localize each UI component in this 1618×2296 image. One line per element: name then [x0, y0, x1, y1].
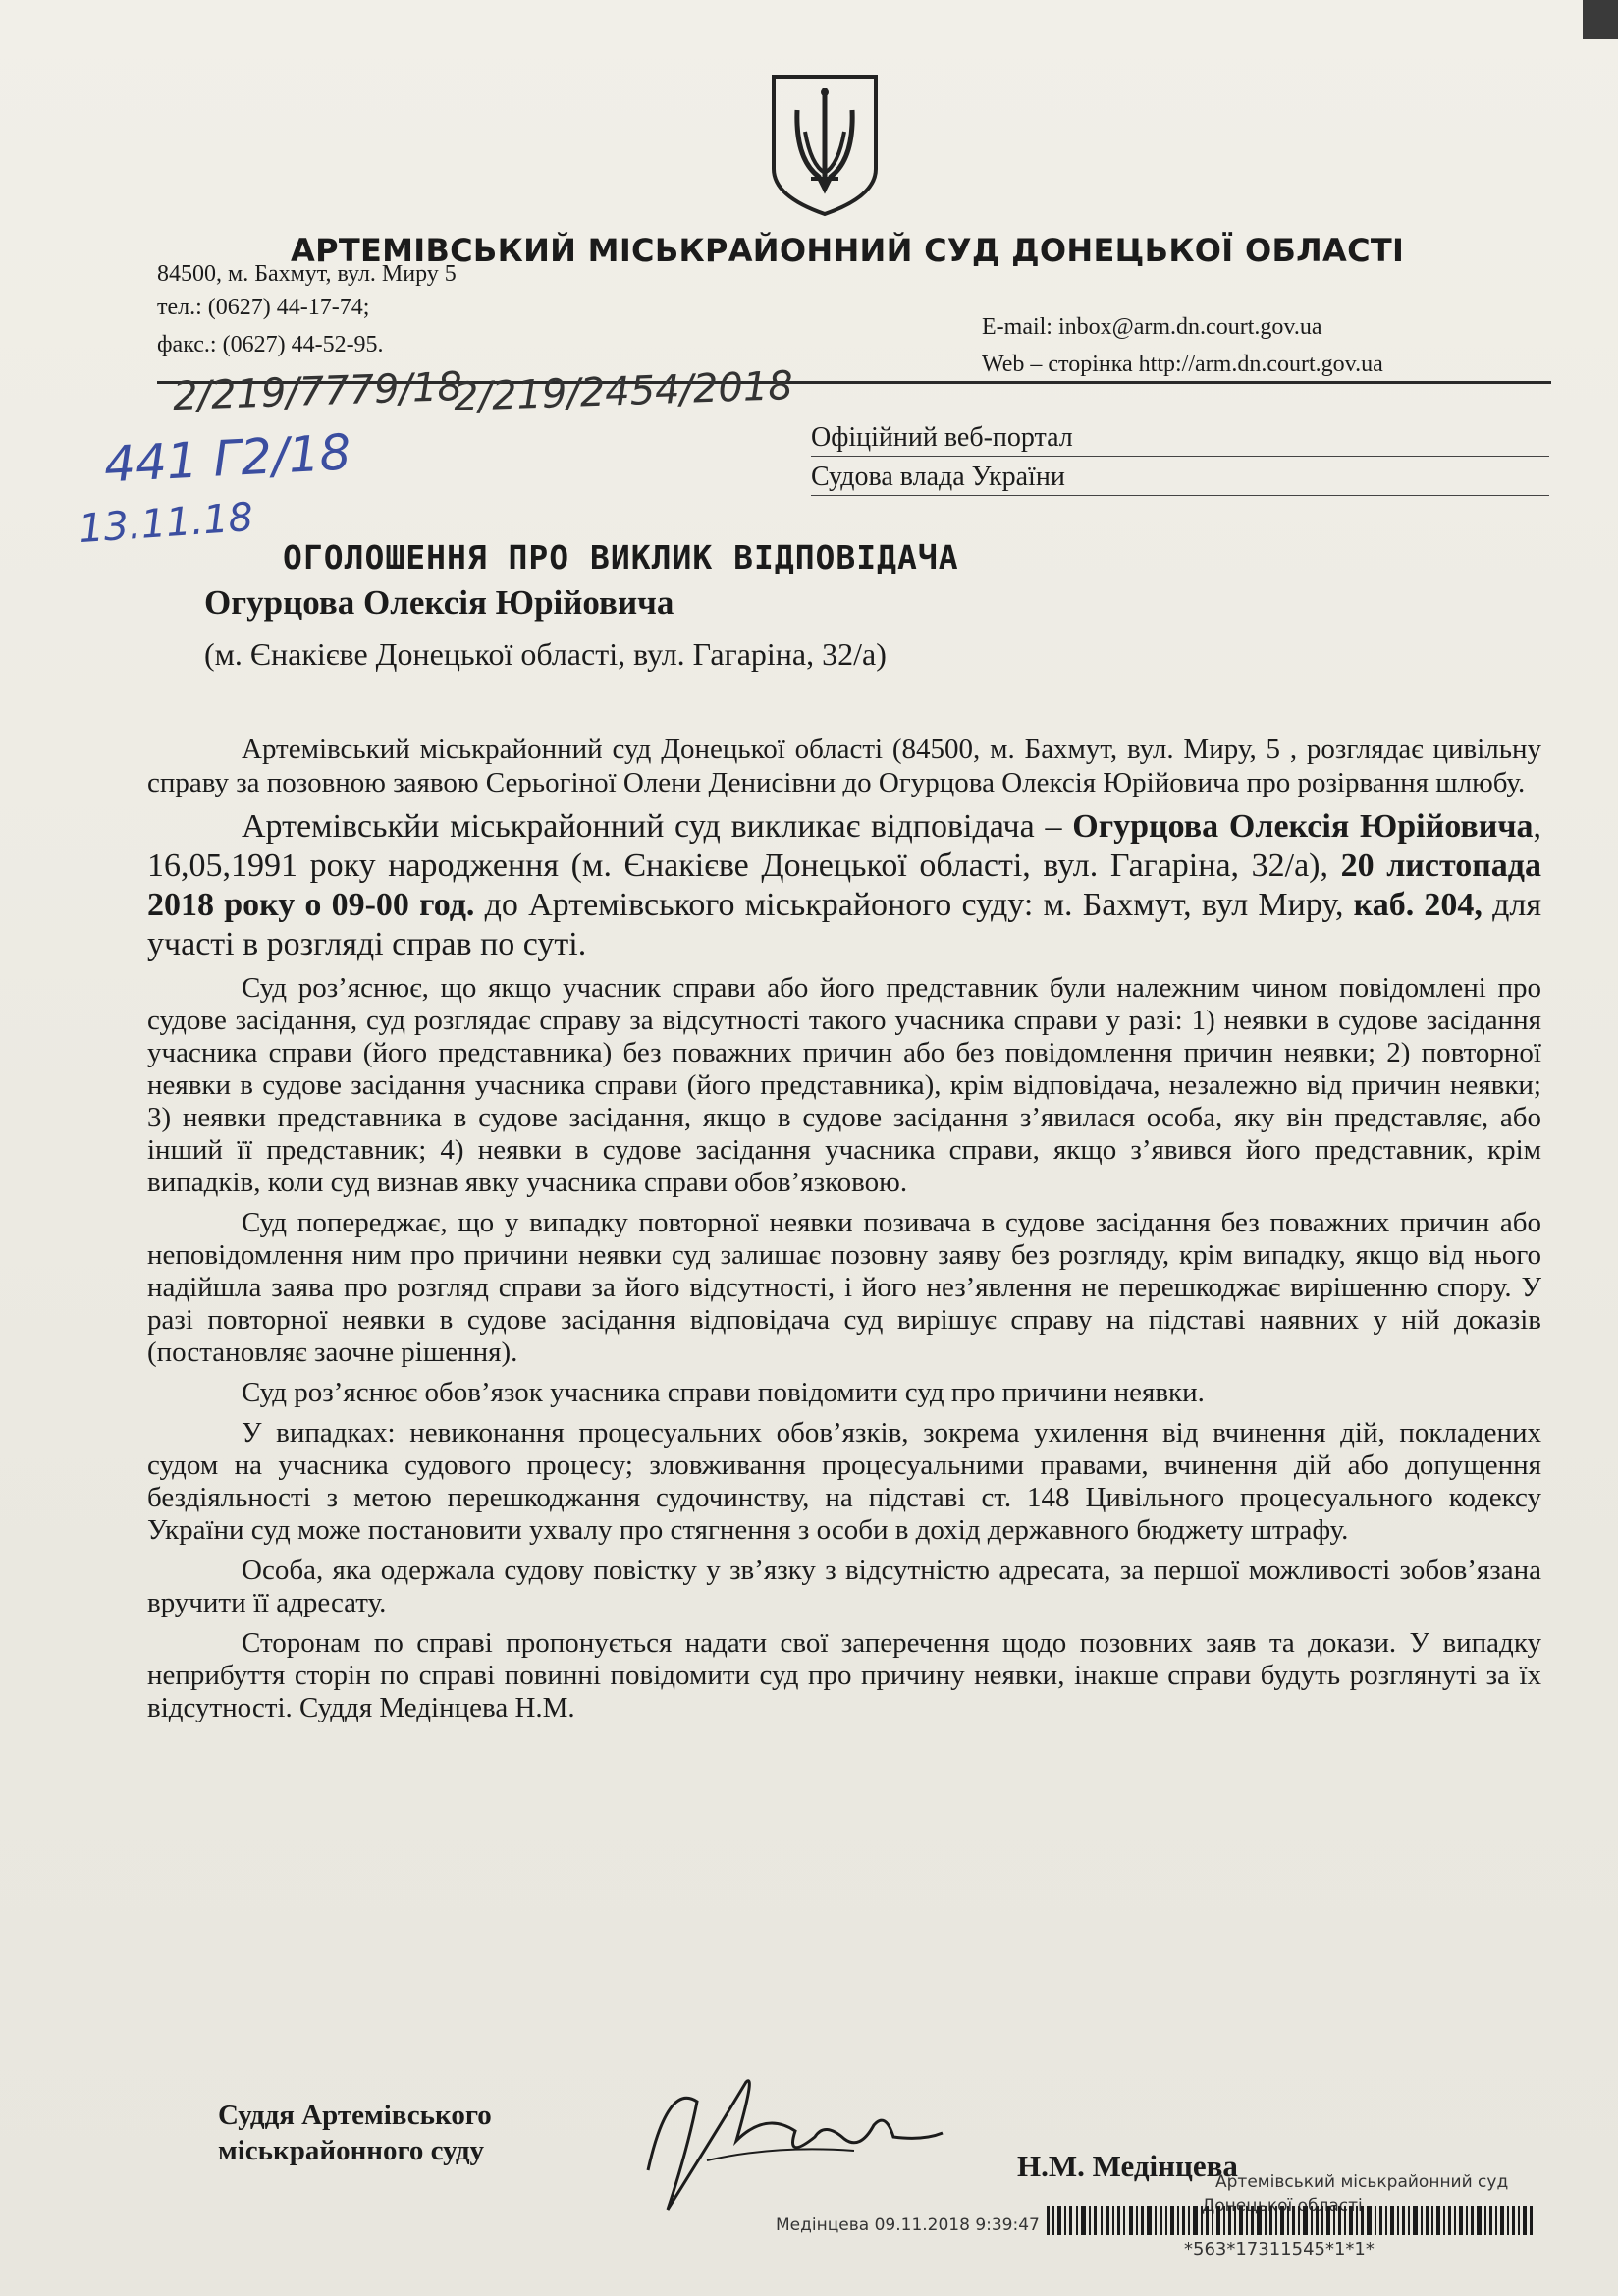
- portal-line-2: Судова влада України: [811, 462, 1549, 496]
- notice-body: [147, 733, 1541, 1724]
- handwritten-date: 13.11.18: [77, 494, 255, 553]
- handwritten-incoming-number: 441 Г2/18: [102, 423, 352, 494]
- paragraph-absence-rules: Суд роз’яснює, що якщо учасник справи або його представник були належним чином повідомлені про судове засідання, суд розглядає справу за відсутності такого учасника справи у разі: 1) неявки в судове засідання учасника справи (його представника) без поважних причин або без повідомлення причин неявки; 2) повторної неявки в судове засідання учасника справи (його представника), крім відповідача, незалежно від причин неявки; 3) неявки представника в судове засідання, якщо в судове засідання з’явилася особа, яку він представляє, або інший її представник; 4) неявки в судове засідання учасника справи, якщо з’явився його представник, крім випадків, коли суд визнав явку учасника справи обов’язковою.: [147, 972, 1541, 1198]
- handwritten-ref-1: 2/219/7779/18: [172, 363, 463, 420]
- paragraph-summons-delivery: Особа, яка одержала судову повістку у зв’язку з відсутністю адресата, за першої можливості зобов’язана вручити її адресату.: [147, 1555, 1541, 1618]
- paragraph-summons: Артемівськйи міськрайонний суд викликає відповідача – Огурцова Олексія Юрійовича, 16,05,1991 року народження (м. Єнакієве Донецької області, вул. Гагаріна, 32/а), 20 листопада 2018 року о 09-00 год. до Артемівського міськрайоного суду: м. Бахмут, вул Миру, каб. 204, для участі в розгляді справ по суті.: [147, 808, 1542, 962]
- stamp-court: Артемівський міськрайонний суд: [1215, 2172, 1509, 2192]
- defendant-name: Огурцова Олексія Юрійовича: [204, 583, 674, 622]
- paragraph-fines: У випадках: невиконання процесуальних обов’язків, зокрема ухилення від вчинення дій, покладених судом на учасника судового процесу; зловживання процесуальними правами, вчинення дій або допущення бездіяльності з метою перешкоджання судочинству, на підставі ст. 148 Цивільного процесуального кодексу України суд може постановити ухвалу про стягнення з особи в дохід державного бюджету штрафу.: [147, 1417, 1541, 1546]
- summons-datetime: 20 листопада 2018 року о 09-00 год.: [147, 847, 1541, 923]
- handwritten-ref-2: 2/219/2454/2018: [453, 362, 794, 421]
- trident-emblem-icon: [768, 71, 882, 218]
- handwritten-signature: [628, 2043, 952, 2229]
- notice-heading: ОГОЛОШЕННЯ ПРО ВИКЛИК ВІДПОВІДАЧА: [283, 538, 959, 576]
- corner-mark-icon: [1583, 0, 1618, 39]
- signer-name: Н.М. Медінцева: [1017, 2149, 1238, 2183]
- court-email: E-mail: inbox@arm.dn.court.gov.ua: [982, 314, 1322, 340]
- summons-room: каб. 204,: [1353, 887, 1483, 923]
- summons-defendant-name: Огурцова Олексія Юрійовича: [1072, 808, 1534, 845]
- court-address: 84500, м. Бахмут, вул. Миру 5: [157, 261, 457, 287]
- paragraph-objections: Сторонам по справі пропонується надати свої заперечення щодо позовних заяв та докази. У випадку неприбуття сторін по справі повинні повідомити суд про причину неявки, інакше справи будуть розглянуті за їх відсутності. Суддя Медінцева Н.М.: [147, 1627, 1541, 1723]
- court-phone: тел.: (0627) 44-17-74;: [157, 295, 370, 320]
- court-web: Web – сторінка http://arm.dn.court.gov.ua: [982, 352, 1383, 377]
- defendant-address: (м. Єнакієве Донецької області, вул. Гагаріна, 32/а): [204, 636, 887, 672]
- paragraph-warning: Суд попереджає, що у випадку повторної неявки позивача в судове засідання без поважних причин або неповідомлення ним про причини неявки суд залишає позовну заяву без розгляду, крім випадку, якщо від нього надійшла заява про розгляд справи за його відсутності, і його нез’явлення не перешкоджає вирішенню спору. У разі повторної неявки в судове засідання відповідача суд вирішує справу на підставі наявних у ній доказів (постановляє заочне рішення).: [147, 1207, 1541, 1368]
- court-fax: факс.: (0627) 44-52-95.: [157, 332, 384, 357]
- portal-line-1: Офіційний веб-портал: [811, 422, 1549, 457]
- stamp-region: Донецької: [1202, 2196, 1293, 2215]
- paragraph-case: Артемівський міськрайонний суд Донецької області (84500, м. Бахмут, вул. Миру, 5 , розглядає цивільну справу за позовною заявою Серьогіної Олени Денисівни до Огурцова Олексія Юрійовича про розірвання шлюбу.: [147, 734, 1541, 798]
- stamp-datetime: Медінцева 09.11.2018 9:39:47: [776, 2215, 1040, 2235]
- judge-title: Суддя Артемівського міськрайонного суду: [218, 2100, 492, 2166]
- paragraph-duty: Суд роз’яснює обов’язок учасника справи повідомити суд про причини неявки.: [242, 1377, 1205, 1408]
- barcode-text: *563*17311545*1*1*: [1184, 2239, 1375, 2260]
- court-name: АРТЕМІВСЬКИЙ МІСЬКРАЙОННИЙ СУД ДОНЕЦЬКОЇ ОБЛАСТІ: [291, 232, 1405, 269]
